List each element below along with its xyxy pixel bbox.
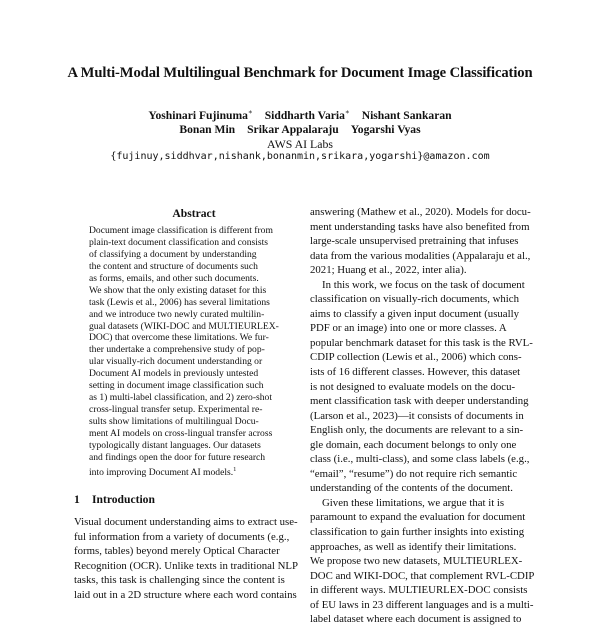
text-line: in different ways. MULTIEURLEX-DOC consists <box>310 584 528 597</box>
author-name-text: Bonan Min <box>179 123 236 136</box>
right-column-body <box>310 205 550 627</box>
text-line: of classifying a document by understanding <box>89 248 257 260</box>
abstract-body <box>89 225 299 476</box>
section-title: Introduction <box>92 493 155 506</box>
text-line: ful information from a variety of documents (e.g., <box>74 530 290 543</box>
text-line: is not designed to evaluate models on the docu- <box>310 380 516 393</box>
text-line: Recognition (OCR). Unlike texts in traditional NLP <box>74 559 299 572</box>
author-name <box>362 109 452 122</box>
author-name <box>351 123 421 136</box>
author-name-text: Yoshinari Fujinuma <box>148 108 248 122</box>
text-line: understanding of the contents of the document. <box>310 482 513 495</box>
author-name-text: Nishant Sankaran <box>361 108 452 122</box>
author-name <box>179 123 235 136</box>
text-line: tasks, this task is challenging since the content is <box>74 574 285 587</box>
text-line: and we introduce two newly curated multilin- <box>89 308 265 320</box>
author-emails: {fujinuy,siddhvar,nishank,bonanmin,srikara,yogarshi}@amazon.com <box>110 151 490 162</box>
text-line: “email”, “resume”) do not require rich semantic <box>310 467 518 480</box>
left-column-body <box>74 515 314 602</box>
text-line: In this work, we focus on the task of document <box>322 278 525 291</box>
text-line: (Larson et al., 2023)—it consists of documents in <box>310 409 524 422</box>
text-line: classification on visually-rich documents, which <box>310 293 519 306</box>
text-line: gle domain, each document belongs to only one <box>310 438 517 451</box>
author-name <box>148 108 252 122</box>
text-line: ular visually-rich document understanding or <box>89 356 263 368</box>
section-number: 1 <box>74 493 80 506</box>
text-line: approaches, as well as identify their limitations. <box>310 540 517 553</box>
text-line: large-scale unsupervised pretraining that infuses <box>310 235 519 248</box>
text-line: paramount to expand the evaluation for document <box>310 511 526 524</box>
text-line: of EU laws in 23 different languages and is a multi- <box>310 598 534 611</box>
text-line: as forms, emails, and other such documents. <box>89 272 259 284</box>
text-line: plain-text document classification and consists <box>89 236 269 248</box>
text-line: Visual document understanding aims to extract use- <box>74 516 298 528</box>
text-line: and findings open the door for future research <box>89 451 266 463</box>
author-name-text: Yogarshi Vyas <box>350 123 421 136</box>
text-line: ment classification task with deeper understanding <box>310 395 529 408</box>
text-line: setting in document image classification such <box>89 380 264 392</box>
text-line: ists of 16 different classes. However, this dataset <box>310 366 521 379</box>
text-line: task (Lewis et al., 2006) has several limitations <box>89 296 270 308</box>
text-line: forms, tables) beyond merely Optical Character <box>74 545 280 558</box>
text-line: cross-lingual transfer setup. Experimental re- <box>89 404 263 416</box>
text-line: ment understanding tasks have also benefited from <box>310 220 530 233</box>
text-line: sults show limitations of multilingual Docu- <box>89 416 259 427</box>
text-line: aims to classify a given input document (usually <box>310 307 519 320</box>
author-name <box>265 108 350 122</box>
equal-contribution-mark: ∗ <box>247 108 253 116</box>
text-line: DOC) that overcome these limitations. We fur- <box>89 332 269 344</box>
text-line: data from the various modalities (Appalaraju et al., <box>310 249 531 262</box>
section-heading <box>74 493 155 506</box>
text-line: the content and structure of documents such <box>89 260 258 272</box>
text-line: English only, the documents are relevant to a sin- <box>310 424 524 437</box>
text-line: PDF or an image) into one or more classes. A <box>310 322 507 335</box>
text-line: typologically distant languages. Our datasets <box>89 439 261 451</box>
text-line: laid out in a 2D structure where each word contains <box>74 588 297 601</box>
author-name-text: Srikar Appalaraju <box>247 123 339 136</box>
affiliation: AWS AI Labs <box>267 137 333 151</box>
text-line: popular benchmark dataset for this task is the RVL- <box>310 336 533 349</box>
text-line: Given these limitations, we argue that it is <box>322 496 505 509</box>
text-line-content: into improving Document AI models. <box>89 466 234 478</box>
text-line: label dataset where each document is assigned to <box>310 613 522 626</box>
text-line: We propose two new datasets, MULTIEURLEX- <box>310 555 523 568</box>
text-line: 2021; Huang et al., 2022, inter alia). <box>310 264 467 277</box>
text-line: DOC and WIKI-DOC, that complement RVL-CDIP <box>310 569 535 582</box>
author-list-row-2 <box>0 123 600 136</box>
text-line: Document image classification is different from <box>89 225 273 236</box>
text-line: We show that the only existing dataset for this <box>89 284 267 296</box>
text-line: Document AI models in previously untested <box>89 368 259 380</box>
abstract-heading: Abstract <box>172 207 216 220</box>
text-line: CDIP collection (Lewis et al., 2006) which cons- <box>310 351 522 364</box>
text-line <box>89 464 299 476</box>
text-line: classification to gain further insights into existing <box>310 526 525 539</box>
text-line: as 1) multi-label classification, and 2) zero-shot <box>89 392 273 404</box>
text-line: ment AI models on cross-lingual transfer across <box>89 427 273 439</box>
text-line: answering (Mathew et al., 2020). Models for docu- <box>310 206 531 218</box>
footnote-mark: 1 <box>233 465 237 473</box>
author-list-row-1 <box>0 108 600 122</box>
text-line: ther undertake a comprehensive study of pop- <box>89 344 265 356</box>
paper-title: A Multi-Modal Multilingual Benchmark for Document Image Classification <box>67 65 533 81</box>
text-line: class (i.e., multi-class), and some class labels (e.g., <box>310 453 530 466</box>
text-line: gual datasets (WIKI-DOC and MULTIEURLEX- <box>89 320 279 332</box>
equal-contribution-mark: ∗ <box>344 108 350 116</box>
author-name <box>247 123 339 136</box>
author-name-text: Siddharth Varia <box>264 108 345 122</box>
